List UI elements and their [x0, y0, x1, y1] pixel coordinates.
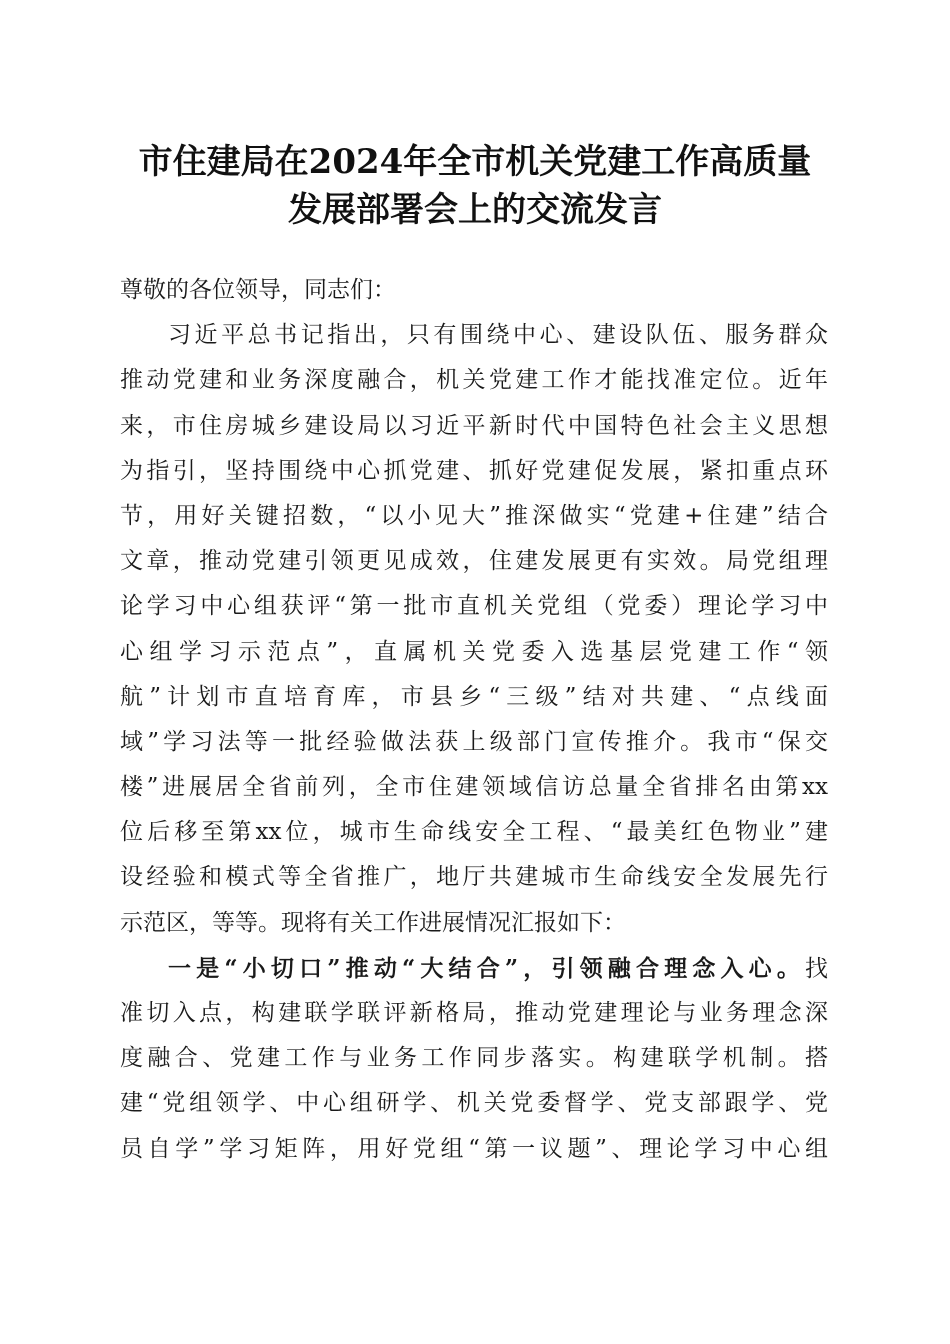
document-body: [120, 268, 828, 1172]
paragraph-2-line: 员自学”学习矩阵，用好党组“第一议题”、理论学习中心组: [120, 1135, 828, 1162]
paragraph-1-line: 示范区，等等。现将有关工作进展情况汇报如下：: [120, 909, 626, 936]
salutation: 尊敬的各位领导，同志们：: [120, 277, 396, 303]
paragraph-1-line: 论学习中心组获评“第一批市直机关党组（党委）理论学习中: [120, 593, 828, 620]
paragraph-1-line: 来，市住房城乡建设局以习近平新时代中国特色社会主义思想: [120, 412, 828, 439]
document-title: [100, 138, 850, 234]
paragraph-1-line: 楼”进展居全省前列，全市住建领域信访总量全省排名由第xx: [120, 774, 828, 801]
paragraph-2-heading: 一是“小切口”推动“大结合”，引领融合理念入心。: [168, 954, 805, 982]
paragraph-1-line: 文章，推动党建引领更见成效，住建发展更有实效。局党组理: [120, 548, 828, 575]
paragraph-1-line: 航”计划市直培育库，市县乡“三级”结对共建、“点线面: [120, 683, 828, 710]
paragraph-1-line: 位后移至第xx位，城市生命线安全工程、“最美红色物业”建: [120, 819, 828, 846]
paragraph-1-line: 推动党建和业务深度融合，机关党建工作才能找准定位。近年: [120, 367, 828, 394]
paragraph-1-line: 心组学习示范点”，直属机关党委入选基层党建工作“领: [120, 638, 828, 665]
paragraph-2-line: 准切入点，构建联学联评新格局，推动党建理论与业务理念深: [120, 1000, 828, 1026]
paragraph-2-line: 建“党组领学、中心组研学、机关党委督学、党支部跟学、党: [120, 1090, 828, 1117]
paragraph-2-heading-tail: 找: [805, 955, 828, 982]
title-line-1: 市住建局在2024年全市机关党建工作高质量: [138, 142, 812, 182]
paragraph-1-line: 设经验和模式等全省推广，地厅共建城市生命线安全发展先行: [120, 864, 828, 891]
paragraph-1-line: 域”学习法等一批经验做法获上级部门宣传推介。我市“保交: [120, 728, 828, 755]
paragraph-1-line: 节，用好关键招数，“以小见大”推深做实“党建+住建”结合: [120, 502, 828, 529]
paragraph-1-line: 习近平总书记指出，只有围绕中心、建设队伍、服务群众: [168, 322, 828, 349]
paragraph-2-first-line: [120, 946, 828, 991]
paragraph-2-line: 度融合、党建工作与业务工作同步落实。构建联学机制。搭: [120, 1045, 828, 1072]
paragraph-1-line: 为指引，坚持围绕中心抓党建、抓好党建促发展，紧扣重点环: [120, 457, 828, 484]
title-line-2: 发展部署会上的交流发言: [288, 190, 662, 230]
